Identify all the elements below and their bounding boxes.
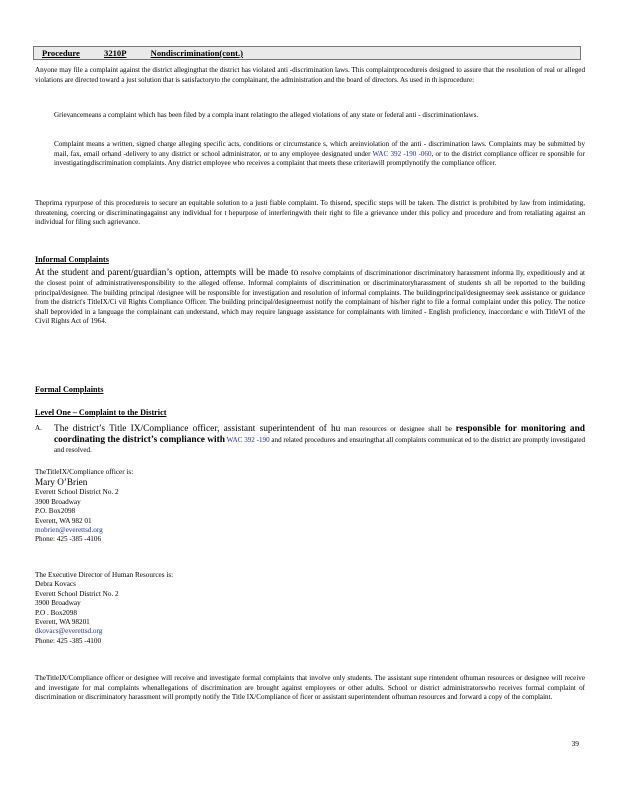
wac-link[interactable]: WAC 392 -190 -060 (372, 149, 432, 158)
formal-heading: Formal Complaints (35, 385, 104, 394)
informal-heading: Informal Complaints (35, 255, 109, 264)
procedure-title: Nondiscrimination(cont.) (150, 48, 244, 58)
complaint-text-a: Complaint means a written, signed charge alleging specific acts, conditions or circumstance s, which areinviolation of the anti - discrimination laws. Complaints may be submitted by mail, fax, email orhand -delivery to any district or school administrator, or to any employee designated under (54, 140, 585, 158)
contact-line: 3900 Broadway (35, 599, 81, 608)
contact-email-link[interactable]: dkovacs@everettsd.org (35, 627, 103, 636)
item-a-end: and related procedures and ensuringthat all complaints communicat ed to the district are promptly investigated and resolved. (54, 436, 586, 454)
item-a-mark: A. (35, 424, 42, 432)
contact-phone: Phone: 425 -385 -4106 (35, 535, 102, 544)
contact-line: 3900 Broadway (35, 497, 81, 506)
purpose-paragraph: Theprima rypurpose of this procedureis to secure an equitable solution to a justi fiable complaint. To thisend, specific steps will be taken. The district is prohibited by law from intimidating, threatening, coercing or discriminatingagainst any individual for t hepurpose of interferingwith their right to file a grievance under this policy and procedure and from retaliating against an individual for filing such agrievance. (35, 199, 585, 226)
item-a-line2: responsible for monitoring and coordinating the district’s compliance with (54, 424, 586, 445)
contact-intro: TheTitleIX/Compliance officer is: (35, 468, 134, 476)
contact-line: Everett, WA 982 01 (35, 516, 92, 525)
item-a-mid: man resources or designee shall be (343, 425, 452, 433)
level-one-heading: Level One – Complaint to the District (35, 408, 167, 417)
procedure-header (33, 46, 581, 60)
wac-link-2[interactable]: WAC 392 -190 (226, 436, 270, 444)
contact-line: P.O . Box2098 (35, 608, 77, 617)
contact-name: Mary O’Brien (35, 477, 88, 488)
contact-line: Everett School District No. 2 (35, 589, 119, 598)
contact-line: P.O. Box2098 (35, 507, 76, 516)
contact-email-link[interactable]: mobrien@everettsd.org (35, 526, 103, 535)
closing-paragraph: TheTitleIX/Compliance officer or designee will receive and investigate formal complaints that involve only students. The assistant supe rintendent ofhuman resources or designee will receive and investigate for mal complaints whenallegations of discrimination are brought against employees or other adults. School or district administratorswho receives formal complaint of discrimination or discriminatory harassment will promptly notify the Title IX/Compliance of ficer or assistant superintendent ofhuman resources and forward a copy of the complaint. (35, 674, 585, 701)
intro-paragraph: Anyone may file a complaint against the district allegingthat the district has violated anti -discrimination laws. This complaintprocedureis designed to assure that the resolution of real or alleged violations are directed toward a just solution that is satisfactoryto the complainant, the administration and the board of directors. As used in th isprocedure: (35, 66, 585, 84)
informal-text: resolve complaints of discriminationor discriminatory harassment informa lly, expeditiously and at the closest point of administrativeresponsibility to the alleged offense. Informal complaints of discrimination or discriminatoryharassment of students sh all be reported to the building principal/designee. The building principal /designee will be responsible for investigation and resolution of informal complaints. The buildingprincipal/designeemay seek assistance or guidance from the district's TitleIX/Ci vil Rights Compliance Officer. The building principal/designeemust notify the complainant of his/her right to file a formal complaint under this policy. The notice shall beprovided in a language the complainant can understand, which may require language assistance for complainants with limited - English proficiency, inaccordanc e with TitleVI of the Civil Rights Act of 1964. (35, 269, 585, 325)
bullet-text (54, 140, 585, 169)
bullet-text: Grievancemeans a complaint which has been filed by a compla inant relatingto the alleged violations of any state or federal anti - discriminationlaws. (54, 111, 479, 119)
bullet-complaint (35, 140, 585, 169)
informal-lead: At the student and parent/guardian’s option, attempts will be made to (35, 268, 299, 278)
contact-intro: The Executive Director of Human Resources is: (35, 571, 174, 579)
item-a-text (54, 424, 585, 456)
contact-block-hr (35, 571, 173, 646)
contact-block-compliance (35, 468, 133, 545)
complaint-text-b: , or to the district compliance officer re sponsible for investigatingdiscrimination complaints. Any district employee who receives a complaint that meets these criteriawill promptlynotify the compliance officer. (54, 149, 585, 167)
contact-phone: Phone: 425 -385 -4100 (35, 636, 102, 645)
procedure-number: 3210P (104, 48, 127, 58)
item-a-lead: The district’s Title IX/Compliance officer, assistant superintendent of hu (54, 424, 341, 434)
contact-name: Debra Kovacs (35, 580, 76, 589)
informal-paragraph (35, 268, 585, 327)
procedure-label: Procedure (42, 48, 80, 58)
bullet-grievance (35, 111, 585, 121)
item-a (35, 424, 585, 456)
page-number: 39 (571, 739, 579, 748)
contact-line: Everett School District No. 2 (35, 488, 119, 497)
contact-line: Everett, WA 98201 (35, 618, 90, 627)
